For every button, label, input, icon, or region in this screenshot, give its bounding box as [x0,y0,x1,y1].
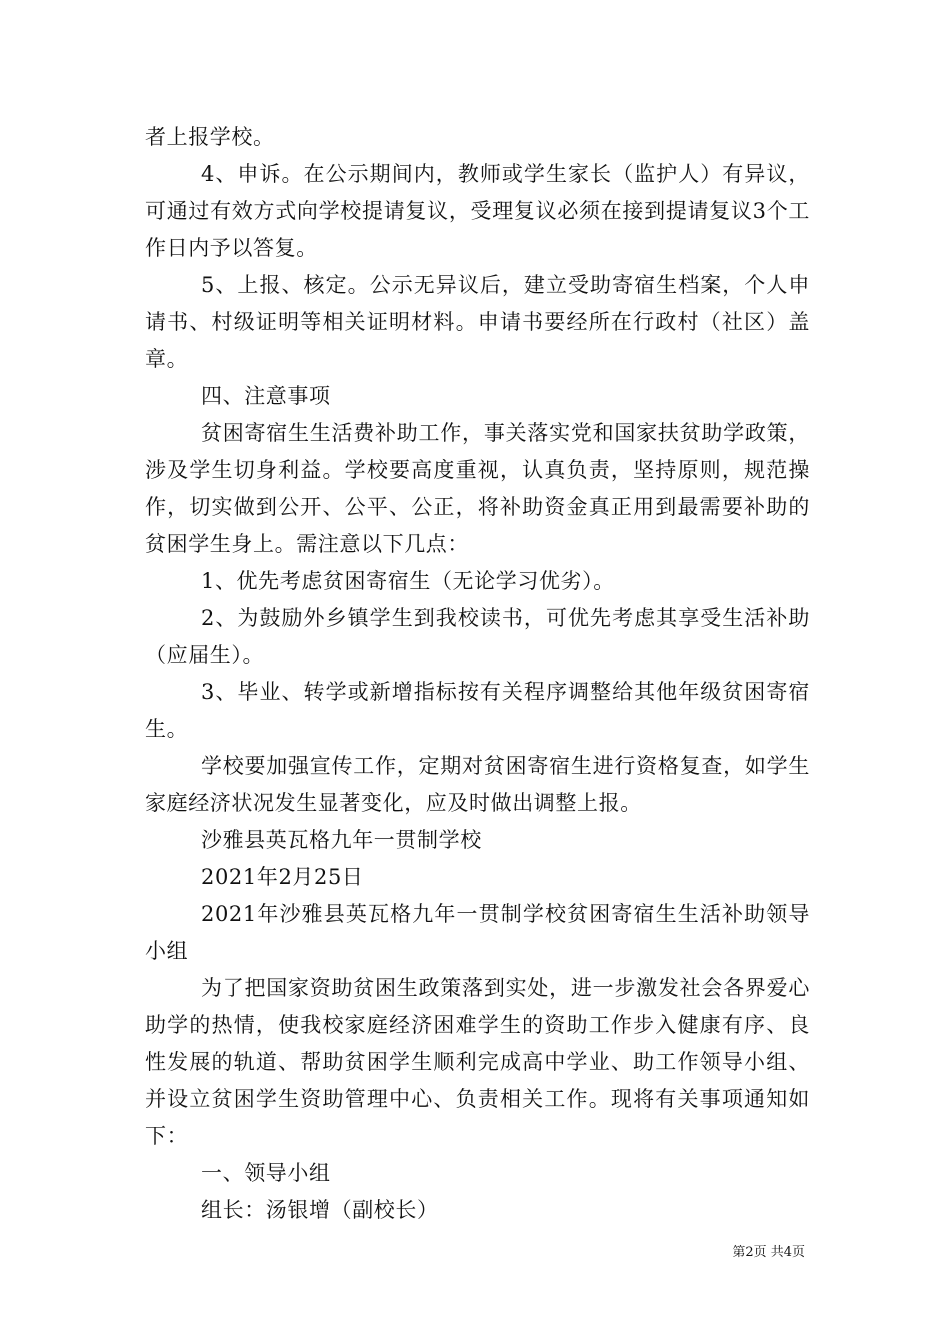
paragraph-continuation: 者上报学校。 [145,125,275,149]
paragraph-notes-intro: 贫困寄宿生生活费补助工作，事关落实党和国家扶贫助学政策，涉及学生切身利益。学校要高度重视，认真负责，坚持原则，规范操作，切实做到公开、公平、公正，将补助资金真正用到最需要补助的贫困学生身上。需注意以下几点： [145,421,810,556]
paragraph-report-verify: 5、上报、核定。公示无异议后，建立受助寄宿生档案，个人申请书、村级证明等相关证明材料。申请书要经所在行政村（社区）盖章。 [145,273,810,371]
paragraph-purpose: 为了把国家资助贫困生政策落到实处，进一步激发社会各界爱心助学的热情，使我校家庭经济困难学生的资助工作步入健康有序、良性发展的轨道、帮助贫困学生顺利完成高中学业、助工作领导小组、并设立贫困学生资助管理中心、负责相关工作。现将有关事项通知如下： [145,976,810,1148]
section-heading-leadership: 一、领导小组 [201,1161,331,1185]
paragraph-note-2: 2、为鼓励外乡镇学生到我校读书，可优先考虑其享受生活补助（应届生）。 [145,606,810,667]
document-subtitle: 2021年沙雅县英瓦格九年一贯制学校贫困寄宿生生活补助领导小组 [145,902,810,963]
section-heading-notes: 四、注意事项 [201,384,331,408]
paragraph-publicity: 学校要加强宣传工作，定期对贫困寄宿生进行资格复查，如学生家庭经济状况发生显著变化，应及时做出调整上报。 [145,754,810,815]
paragraph-note-1: 1、优先考虑贫困寄宿生（无论学习优劣）。 [201,569,615,593]
paragraph-group-leader: 组长：汤银增（副校长） [201,1198,439,1222]
signature-school: 沙雅县英瓦格九年一贯制学校 [201,828,482,852]
paragraph-note-3: 3、毕业、转学或新增指标按有关程序调整给其他年级贫困寄宿生。 [145,680,810,741]
paragraph-appeal: 4、申诉。在公示期间内，教师或学生家长（监护人）有异议，可通过有效方式向学校提请复议，受理复议必须在接到提请复议3个工作日内予以答复。 [145,162,810,260]
page-indicator: 第2页 共4页 [732,1245,805,1260]
document-body [145,119,810,1229]
signature-date: 2021年2月25日 [201,865,364,889]
